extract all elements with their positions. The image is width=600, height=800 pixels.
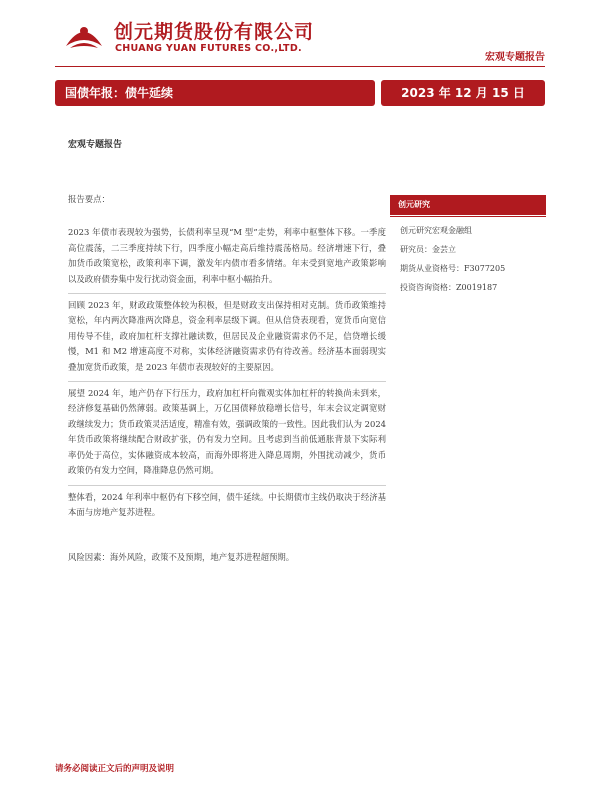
summary-paragraph-3: 展望 2024 年，地产仍存下行压力，政府加杠杆向微观实体加杠杆的转换尚未到来，经济修复基础仍然薄弱。政策基调上，万亿国债释放稳增长信号，年末会议定调宽财政继续发力；货币政策灵活适度，精准有效，强调政策的一致性。因此我们认为 2024 年货币政策将继续配合财政扩张，仍有发力空间。且考虑到当前低通胀背景下实际利率仍处于高位，实体融资成本较高，而海外即将进入降息周期，外围扰动减少，货币政策仍有发力空间，降准降息仍然可期。 xyxy=(68,388,386,476)
report-date: 2023 年 12 月 15 日 xyxy=(381,80,545,106)
research-team: 创元研究宏观金融组 xyxy=(400,226,472,235)
sidebar-heading: 创元研究 xyxy=(390,195,546,215)
advisory-license-number: 投资咨询资格：Z0019187 xyxy=(400,283,498,292)
paragraph-divider xyxy=(68,381,386,382)
paragraph-divider xyxy=(68,293,386,294)
company-name-cn: 创元期货股份有限公司 xyxy=(114,21,315,43)
analyst-name: 研究员：金芸立 xyxy=(400,245,456,254)
section-label: 宏观专题报告 xyxy=(68,140,123,150)
futures-license-number: 期货从业资格号：F3077205 xyxy=(400,264,506,273)
summary-paragraph-4: 整体看，2024 年利率中枢仍有下移空间，债牛延续。中长期债市主线仍取决于经济基本面与房地产复苏进程。 xyxy=(68,491,386,517)
company-name-en: CHUANG YUAN FUTURES CO.,LTD. xyxy=(115,43,302,54)
header-divider xyxy=(55,66,545,67)
disclaimer-note: 请务必阅读正文后的声明及说明 xyxy=(55,764,175,774)
page-header xyxy=(0,0,600,70)
report-type-label: 宏观专题报告 xyxy=(485,52,545,63)
analyst-info xyxy=(390,217,546,297)
chuangyuan-logo-icon xyxy=(62,16,106,56)
summary-paragraph-1: 2023 年债市表现较为强势，长债利率呈现“M 型”走势，利率中枢整体下移。一季度高位震荡，二三季度持续下行，四季度小幅走高后维持震荡格局。经济增速下行，叠加货币政策宽松，政策利率下调，激发年内债市看多情绪。年末受到宽地产政策影响以及政府债券集中发行扰动资金面，利率中枢小幅抬升。 xyxy=(68,227,386,284)
summary-title: 报告要点： xyxy=(68,194,110,204)
title-bar xyxy=(55,80,545,106)
risk-factors: 风险因素：海外风险，政策不及预期，地产复苏进程超预期。 xyxy=(68,552,295,563)
paragraph-divider xyxy=(68,485,386,486)
analyst-sidebar xyxy=(390,195,546,297)
summary-paragraph-2: 回顾 2023 年，财政政策整体较为积极，但是财政支出保持相对克制。货币政策维持宽松，年内两次降准两次降息，资金利率层级下调。但从信贷表现看，宽货币向宽信用传导不佳，政府加杠杆支撑社融读数，但居民及企业融资需求仍不足，信贷增长缓慢，M1 和 M2 增速高度不对称，实体经济融资需求仍有待改善。经济基本面弱现实叠加宽货币政策，是 2023 年债市表现较好的主要原因。 xyxy=(68,300,386,372)
report-body xyxy=(68,192,386,566)
report-title: 国债年报：债牛延续 xyxy=(55,80,375,106)
